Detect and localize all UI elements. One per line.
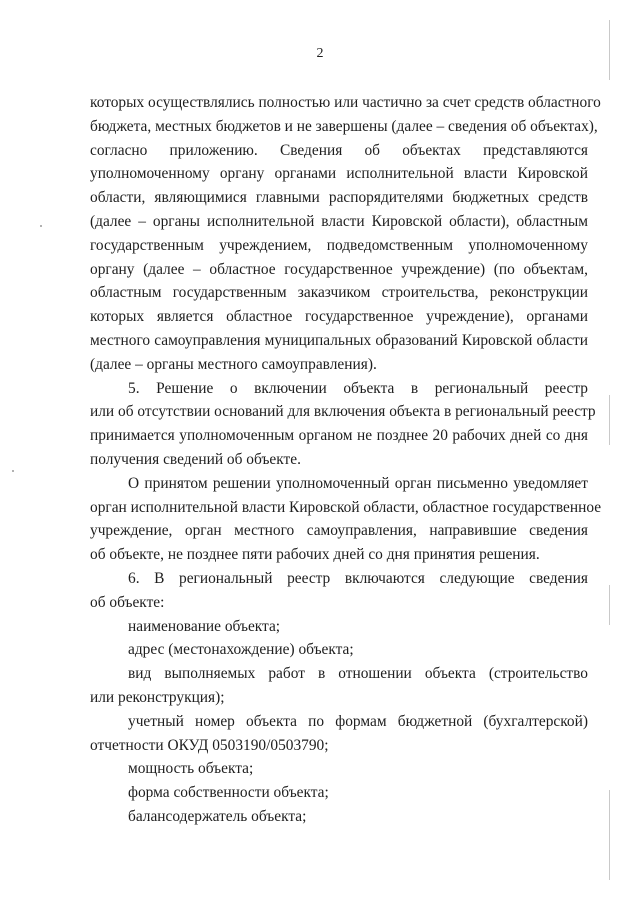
text-line: орган исполнительной власти Кировской области, областное государственное xyxy=(90,498,602,516)
text-line: О принятом решении уполномоченный орган письменно уведомляет xyxy=(128,474,588,492)
text-line: области, являющимися главными распорядителями бюджетных средств xyxy=(90,189,588,207)
text-line: государственным учреждением, подведомственным уполномоченному xyxy=(90,236,588,254)
scan-speck xyxy=(40,225,42,227)
paragraph-item-6 xyxy=(90,567,588,615)
paragraph-item-5 xyxy=(90,377,596,472)
text-line: (далее – органы исполнительной власти Кировской области), областным xyxy=(90,212,588,230)
paragraph-notify xyxy=(90,472,602,567)
text-line: согласно приложению. Сведения об объектах представляются xyxy=(90,141,588,159)
text-line: учетный номер объекта по формам бюджетной (бухгалтерской) xyxy=(128,712,588,730)
text-line: которых осуществлялись полностью или частично за счет средств областного xyxy=(90,94,601,111)
text-line: наименование объекта; xyxy=(128,617,281,635)
text-line: мощность объекта; xyxy=(128,760,254,778)
document-body xyxy=(90,91,602,829)
paragraph-holder xyxy=(90,805,588,829)
text-line: об объекте, не позднее пяти рабочих дней со дня принятия решения. xyxy=(90,546,540,564)
scan-edge-mark xyxy=(609,790,610,880)
text-line: адрес (местонахождение) объекта; xyxy=(128,641,354,659)
scan-edge-mark xyxy=(609,395,610,445)
paragraph-address xyxy=(90,638,588,662)
page-number: 2 xyxy=(316,46,324,61)
text-line: учреждение, орган местного самоуправления, направившие сведения xyxy=(90,522,588,540)
text-line: форма собственности объекта; xyxy=(128,784,329,802)
text-line: принимается уполномоченным органом не позднее 20 рабочих дней со дня xyxy=(90,427,588,445)
paragraph-continuation xyxy=(90,91,601,377)
text-line: получения сведений об объекте. xyxy=(90,450,301,468)
text-line: балансодержатель объекта; xyxy=(128,807,307,825)
scan-edge-mark xyxy=(609,20,610,80)
text-line: органу (далее – областное государственное учреждение) (по объектам, xyxy=(90,260,588,278)
text-line: 5. Решение о включении объекта в региональный реестр xyxy=(128,379,588,397)
text-line: 6. В региональный реестр включаются следующие сведения xyxy=(128,569,588,587)
text-line: которых является областное государственное учреждение), органами xyxy=(90,308,588,326)
text-line: отчетности ОКУД 0503190/0503790; xyxy=(90,736,329,754)
text-line: (далее – органы местного самоуправления). xyxy=(90,355,377,373)
scan-speck xyxy=(12,470,14,472)
text-line: уполномоченному органу органами исполнительной власти Кировской xyxy=(90,165,588,183)
paragraph-ownership xyxy=(90,781,588,805)
paragraph-account xyxy=(90,710,588,758)
text-line: областным государственным заказчиком строительства, реконструкции xyxy=(90,284,588,302)
text-line: или реконструкция); xyxy=(90,688,225,706)
text-line: местного самоуправления муниципальных образований Кировской области xyxy=(90,331,588,349)
text-line: вид выполняемых работ в отношении объекта (строительство xyxy=(128,665,588,683)
paragraph-name xyxy=(90,615,588,639)
text-line: бюджета, местных бюджетов и не завершены (далее – сведения об объектах), xyxy=(90,117,598,135)
scan-edge-mark xyxy=(609,585,610,625)
paragraph-works xyxy=(90,662,588,710)
paragraph-capacity xyxy=(90,757,588,781)
text-line: об объекте: xyxy=(90,593,165,611)
text-line: или об отсутствии оснований для включения объекта в региональный реестр xyxy=(90,403,596,421)
